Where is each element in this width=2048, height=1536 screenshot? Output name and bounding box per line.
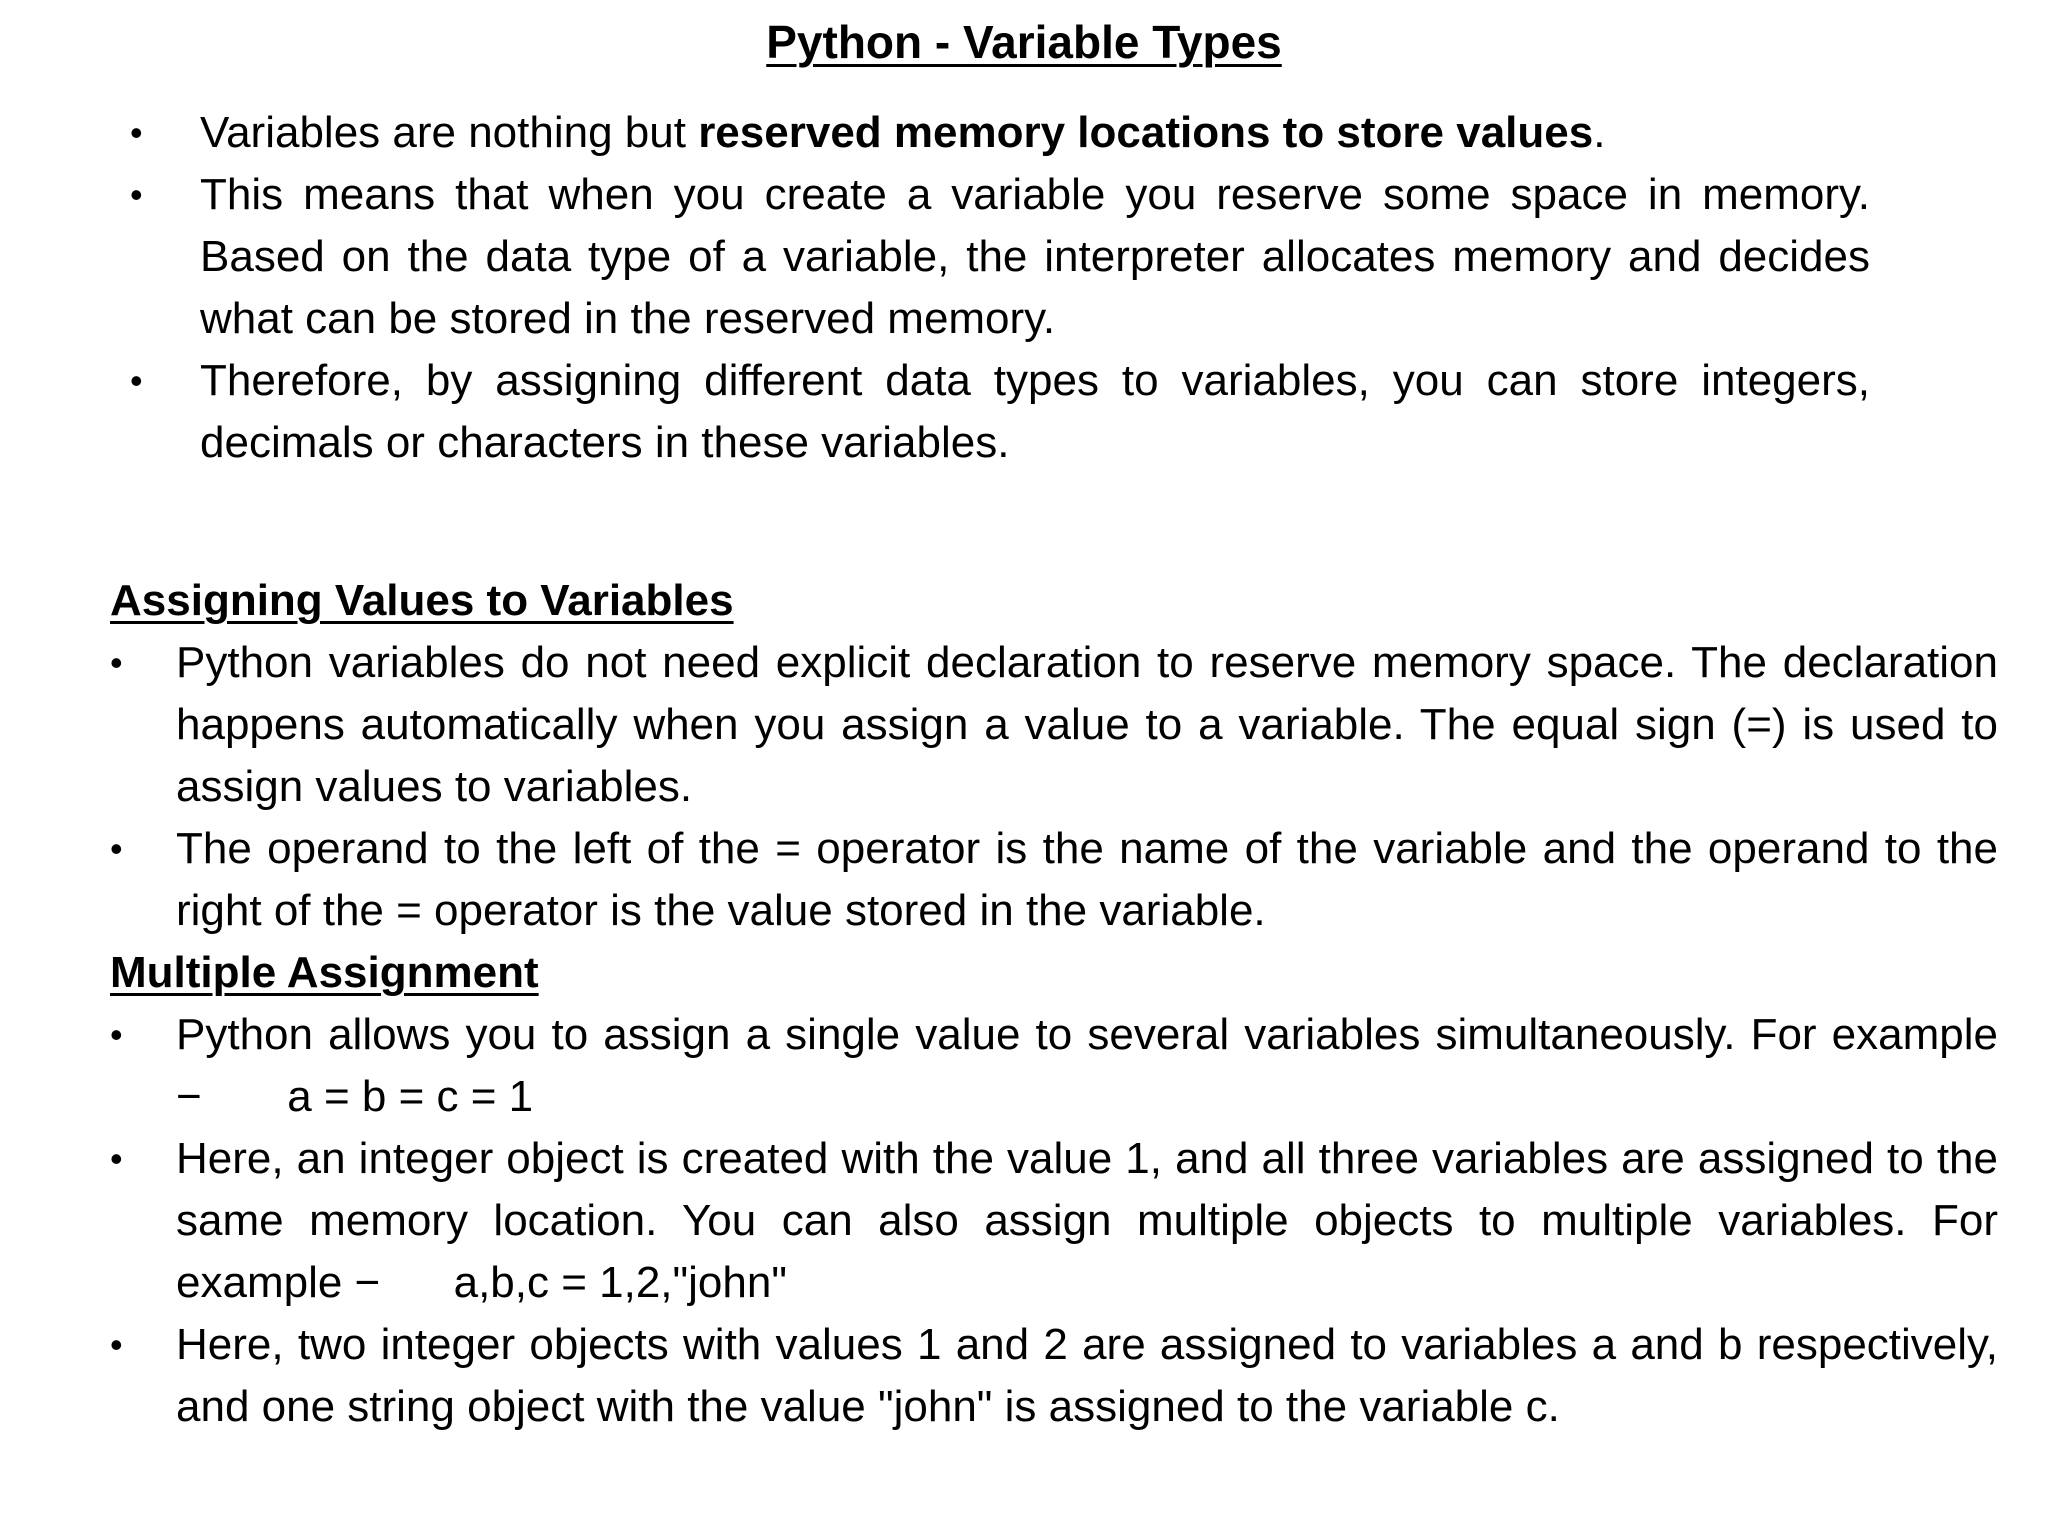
bullet-icon: •: [130, 360, 143, 401]
intro-bullet-list: [130, 102, 1870, 474]
bullet-icon: •: [110, 642, 123, 683]
page-title: Python - Variable Types: [766, 16, 1282, 68]
bullet-icon: •: [110, 1324, 123, 1365]
intro-item-1-emphasis: reserved memory locations to store values: [698, 108, 1594, 157]
list-item: [110, 1004, 1998, 1128]
intro-item-1-end: .: [1593, 108, 1606, 157]
code-example-1-text: a = b = c = 1: [287, 1072, 534, 1121]
code-example-2: [392, 1258, 453, 1307]
multiple-item-3-text: Here, two integer objects with values 1 and 2 are assigned to variables a and b respectively, and one string object with the value "john" is assigned to the variable c.: [176, 1320, 1998, 1431]
code-example-1: [214, 1072, 287, 1121]
list-item: [130, 102, 1870, 164]
assigning-item-1-text: Python variables do not need explicit declaration to reserve memory space. The declaration happens automatically when you assign a value to a variable. The equal sign (=) is used to assign values to variables.: [176, 638, 1998, 811]
list-item: [130, 164, 1870, 350]
assigning-bullet-list: [110, 632, 1998, 942]
assigning-item-2-text: The operand to the left of the = operator is the name of the variable and the operand to the right of the = operator is the value stored in the variable.: [176, 824, 1998, 935]
multiple-bullet-list: [110, 1004, 1998, 1438]
list-item: [130, 350, 1870, 474]
section-heading-multiple: Multiple Assignment: [110, 948, 539, 997]
code-example-2-text: a,b,c = 1,2,"john": [453, 1258, 787, 1307]
list-item: [110, 632, 1998, 818]
bullet-icon: •: [110, 828, 123, 869]
bullet-icon: •: [130, 174, 143, 215]
intro-item-1-text: Variables are nothing but: [200, 108, 699, 157]
bullet-icon: •: [110, 1014, 123, 1055]
multiple-item-2-text: Here, an integer object is created with the value 1, and all three variables are assigned to the same memory location. You can also assign multiple objects to multiple variables. For example −: [176, 1134, 1998, 1307]
section-heading-assigning: Assigning Values to Variables: [110, 576, 734, 625]
list-item: [110, 1128, 1998, 1314]
bullet-icon: •: [110, 1138, 123, 1179]
list-item: [110, 818, 1998, 942]
bullet-icon: •: [130, 112, 143, 153]
intro-item-2-text: This means that when you create a variable you reserve some space in memory. Based on the data type of a variable, the interpreter allocates memory and decides what can be stored in the reserved memory.: [200, 170, 1870, 343]
list-item: [110, 1314, 1998, 1438]
multiple-item-1-text: Python allows you to assign a single value to several variables simultaneously. For example −: [176, 1010, 1998, 1121]
intro-item-3-text: Therefore, by assigning different data types to variables, you can store integers, decimals or characters in these variables.: [200, 356, 1870, 467]
